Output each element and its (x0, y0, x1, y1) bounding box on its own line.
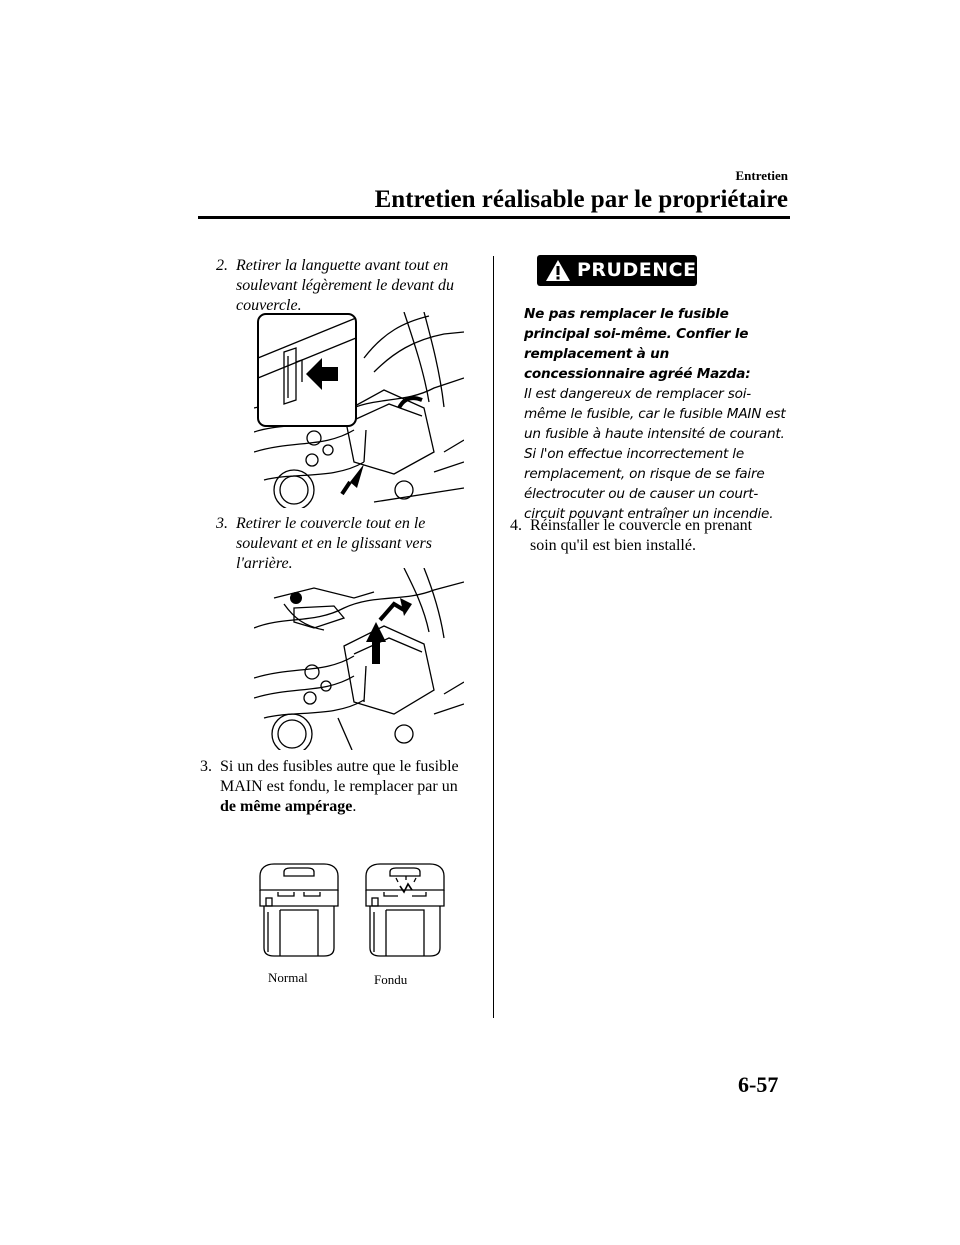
step-3-text (200, 757, 470, 817)
illustration-remove-cover (254, 568, 464, 750)
step-4-number: 4. (510, 517, 522, 534)
substep-2-text: Retirer la languette avant tout en soulevant légèrement le devant du couvercle. (236, 257, 454, 314)
caution-text (524, 304, 792, 524)
step-4-text: Réinstaller le couvercle en prenant soin qu'il est bien installé. (530, 517, 753, 554)
substep-2-number: 2. (216, 257, 228, 274)
substep-3-number: 3. (216, 515, 228, 532)
caution-body: Il est dangereux de remplacer soi-même le fusible, car le fusible MAIN est un fusible à haute intensité de courant. Si l'on effectue incorrectement le remplacement, on risque de se faire électrocuter ou de causer un court-circuit pouvant entraîner un incendie. (524, 386, 786, 522)
fuse-label-normal: Normal (268, 970, 308, 985)
step-3-text-plain: Si un des fusibles autre que le fusible MAIN est fondu, le remplacer par un (220, 758, 459, 795)
substep-2 (216, 256, 476, 316)
illustration-remove-tab (254, 312, 464, 508)
step-3-number: 3. (200, 758, 212, 775)
step-4 (510, 516, 780, 556)
fuse-blown-drawing (360, 862, 450, 962)
caution-badge-label: PRUDENCE (577, 259, 697, 281)
page-title: Entretien réalisable par le propriétaire (374, 186, 788, 213)
caution-badge (537, 255, 697, 286)
fuse-normal-drawing (254, 862, 344, 962)
step-3-text-end: . (352, 798, 357, 815)
substep-3-text: Retirer le couvercle tout en le soulevant et en le glissant vers l'arrière. (236, 515, 432, 572)
step-3-text-bold: de même ampérage (220, 798, 353, 815)
substep-3 (216, 514, 476, 574)
step-3 (200, 757, 470, 817)
header-rule (198, 216, 790, 219)
column-divider (493, 256, 494, 1018)
section-label: Entretien (735, 168, 788, 183)
engine-bay-cover-drawing (254, 568, 464, 750)
page-number: 6-57 (738, 1072, 779, 1097)
engine-bay-tab-drawing (254, 312, 464, 508)
caution-title: Ne pas remplacer le fusible principal soi-même. Confier le remplacement à un concessionnaire agréé Mazda: (524, 306, 751, 382)
fuse-label-blown: Fondu (374, 972, 408, 987)
warning-triangle-icon (545, 259, 571, 282)
